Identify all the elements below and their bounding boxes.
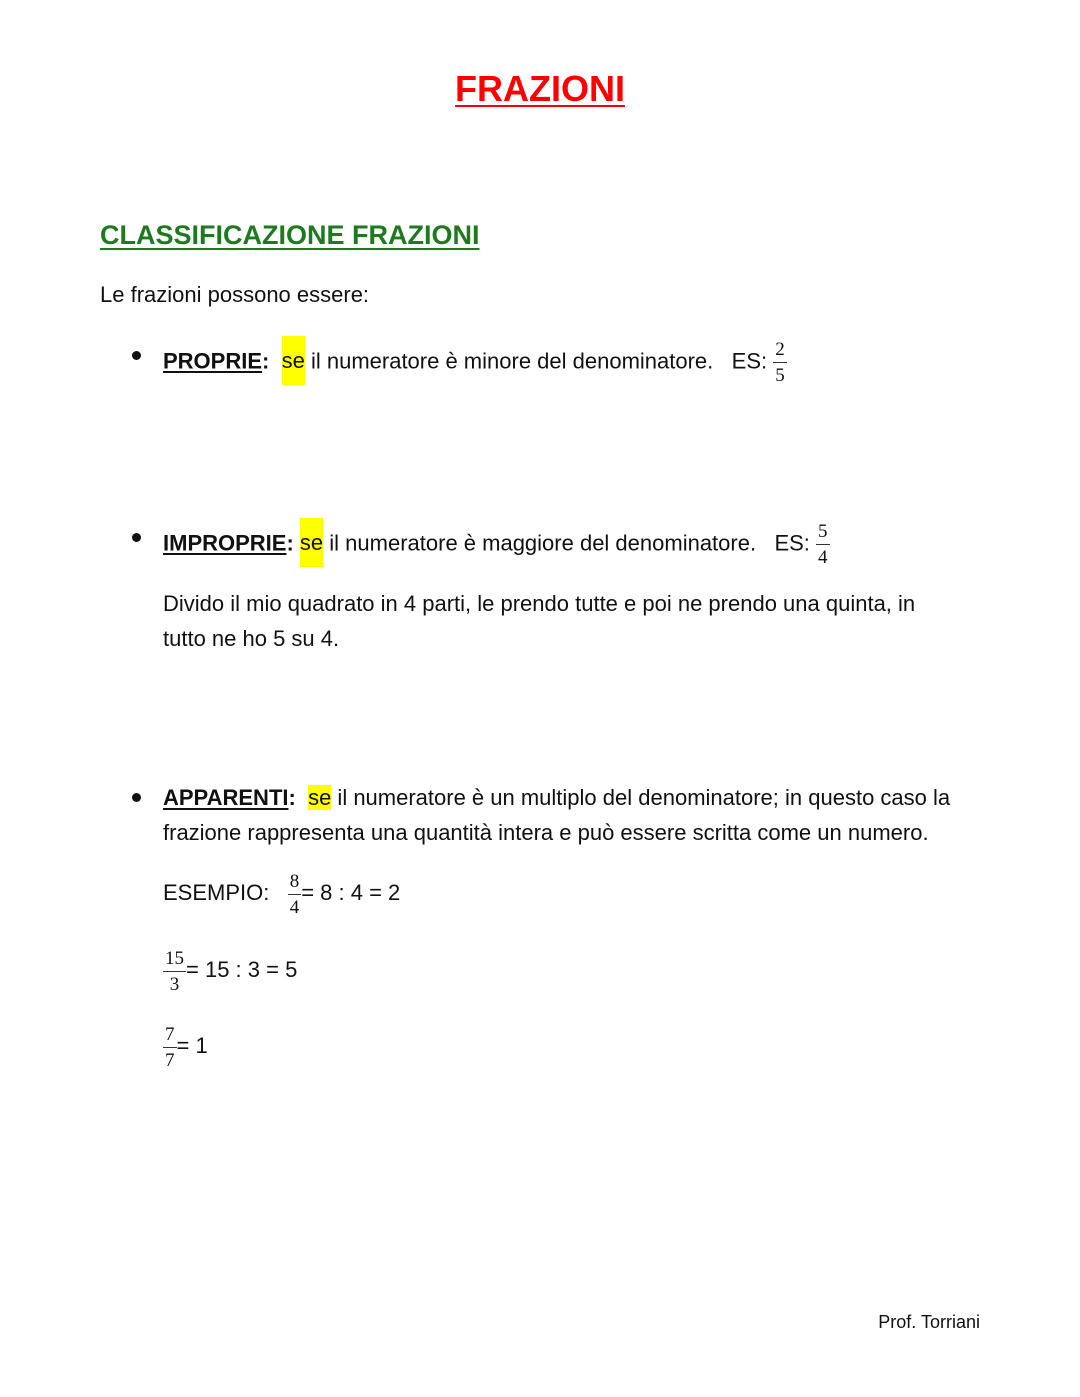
example-row-1 <box>163 868 400 918</box>
fraction-bar <box>288 894 302 895</box>
example-result: = 8 : 4 = 2 <box>301 880 401 905</box>
fraction-example <box>163 948 186 995</box>
list-item-proprie <box>163 339 787 386</box>
definition-text: il numeratore è maggiore del denominatore. <box>323 530 757 556</box>
fraction-example <box>163 1024 177 1071</box>
term-colon: : <box>286 530 294 556</box>
section-heading: CLASSIFICAZIONE FRAZIONI <box>100 220 480 250</box>
denominator: 7 <box>165 1049 175 1071</box>
example-row-2 <box>163 945 297 995</box>
term-improprie: IMPROPRIE <box>163 530 287 556</box>
example-row-3 <box>163 1021 208 1071</box>
es-label: ES: <box>731 348 768 374</box>
bullet-apparenti <box>132 793 141 802</box>
list-item-improprie <box>163 521 830 568</box>
definition-text-line-2: frazione rappresenta una quantità intera e può essere scritta come un numero. <box>163 820 929 845</box>
denominator: 5 <box>775 365 785 386</box>
fraction-bar <box>163 971 186 972</box>
definition-text: il numeratore è minore del denominatore. <box>304 348 714 374</box>
bullet-proprie <box>132 351 141 360</box>
fraction-bar <box>816 544 830 545</box>
intro-text: Le frazioni possono essere: <box>100 282 370 307</box>
highlight-se: se <box>300 518 323 567</box>
bullet-improprie <box>132 533 141 542</box>
term-colon: : <box>288 785 296 810</box>
example-label: ESEMPIO: <box>163 880 270 905</box>
fraction-example <box>816 521 830 568</box>
explanation-line-2: tutto ne ho 5 su 4. <box>163 626 340 651</box>
numerator: 15 <box>165 947 184 969</box>
term-proprie: PROPRIE <box>163 348 263 374</box>
numerator: 5 <box>818 521 828 542</box>
denominator: 3 <box>169 973 180 995</box>
denominator: 4 <box>818 547 828 568</box>
fraction-bar <box>773 362 787 363</box>
list-item-apparenti <box>163 781 950 815</box>
numerator: 8 <box>289 870 300 892</box>
highlight-se: se <box>308 785 332 810</box>
highlight-se: se <box>282 336 305 385</box>
example-result: = 15 : 3 = 5 <box>186 957 298 982</box>
fraction-example <box>288 871 302 918</box>
definition-text: il numeratore è un multiplo del denominatore; in questo caso la <box>331 785 951 810</box>
fraction-bar <box>163 1047 177 1048</box>
numerator: 2 <box>775 339 785 360</box>
example-result: = 1 <box>176 1033 208 1058</box>
footer-author: Prof. Torriani <box>878 1312 980 1332</box>
term-colon: : <box>262 348 270 374</box>
term-apparenti: APPARENTI <box>163 785 289 810</box>
es-label: ES: <box>774 530 810 556</box>
explanation-line-1: Divido il mio quadrato in 4 parti, le prendo tutte e poi ne prendo una quinta, in <box>163 591 916 616</box>
fraction-example <box>773 339 787 386</box>
numerator: 7 <box>165 1023 175 1045</box>
denominator: 4 <box>289 896 300 918</box>
page-title: FRAZIONI <box>455 68 625 109</box>
